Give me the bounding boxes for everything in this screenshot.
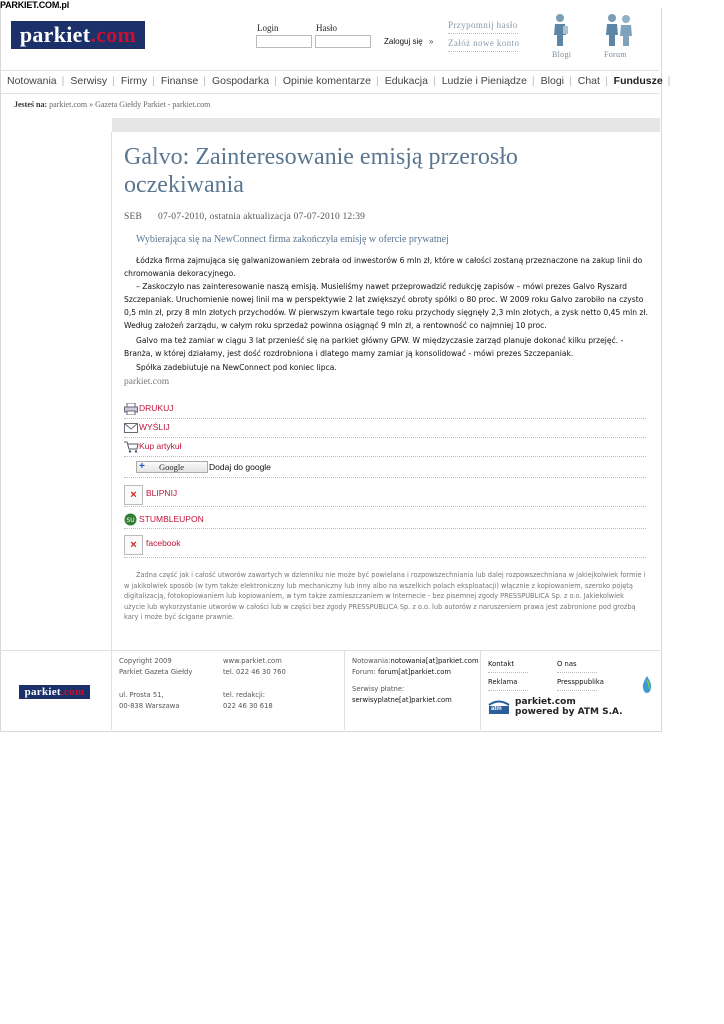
footer-link-kontakt[interactable]: Kontakt [488,660,515,668]
footer-serwisy-email[interactable]: serwisyplatne[at]parkiet.com [352,696,452,704]
footer-phone: tel. 022 46 30 760 [223,668,286,676]
footer-street: ul. Prosta 51, [119,691,164,699]
article-meta [124,212,365,222]
drop-icon [641,676,653,699]
divider [448,33,518,34]
site-domain-label: PARKIET.COM.pl [0,0,70,10]
cart-icon [124,441,139,453]
password-input[interactable] [315,35,371,48]
article-source: parkiet.com [124,377,170,387]
footer-divider [0,650,660,651]
nav-separator: | [569,75,572,87]
send-row [124,419,646,438]
nav-separator: | [152,75,155,87]
create-account-link[interactable]: Załóż nowe konto [448,38,520,48]
forum-people-icon [604,13,634,47]
article-paragraph: Galvo ma też zamiar w ciągu 3 lat przenieść się na parkiet główny GPW. W międzyczasie zarząd planuje dokonać kilku przejęć. - Branża, w której działamy, jest dość rozdrobniona i dlatego mamy zamiar ją konsolidować - mówi prezes Szczepaniak. [124,336,624,358]
broken-image-icon: × [124,535,143,555]
remind-password-link[interactable]: Przypomnij hasło [448,20,518,30]
buy-article-link[interactable]: Kup artykuł [139,441,182,451]
atm-logo-icon [488,697,510,715]
logo-name: parkiet [19,22,91,47]
footer-col-3 [352,656,479,706]
divider [557,690,597,691]
nav-separator: | [112,75,115,87]
stumble-row [124,510,646,529]
nav-item-blogi[interactable]: Blogi [540,75,565,87]
blog-person-icon [552,13,568,47]
printer-icon [124,403,138,415]
footer-logo-dotcom: .com [60,686,85,698]
forum-label[interactable]: Forum [604,50,627,59]
nav-item-edukacja[interactable]: Edukacja [384,75,428,87]
svg-text:SU: SU [126,517,135,524]
nav-item-chat[interactable]: Chat [577,75,600,87]
footer-logo[interactable] [19,685,90,699]
article-title: Galvo: Zainteresowanie emisją przerosło oczekiwania [124,144,518,198]
divider [344,650,345,730]
parkiet-logo[interactable] [11,21,145,49]
divider [111,650,112,730]
print-link[interactable]: DRUKUJ [139,403,174,413]
footer-logo-name: parkiet [24,686,61,698]
login-arrow-icon: » [428,37,434,46]
nav-separator: | [432,75,436,87]
blip-link[interactable]: BLIPNIJ [146,488,178,498]
login-input[interactable] [256,35,312,48]
footer-website[interactable]: www.parkiet.com [223,657,282,665]
add-to-google-button[interactable] [136,461,208,473]
divider [557,672,597,673]
atm-line-1: parkiet.com [515,697,576,707]
article-paragraph: Spółka zadebiutuje na NewConnect pod koniec lipca. [136,363,337,372]
divider [448,51,518,52]
footer-link-pressp[interactable]: Pressppublika [557,678,604,686]
nav-separator: | [203,75,206,87]
print-row [124,400,646,419]
login-label: Login [257,23,279,33]
nav-item-notowania[interactable]: Notowania [7,75,57,87]
atm-powered-by[interactable] [515,697,623,717]
envelope-icon [124,423,138,433]
breadcrumb-prefix: Jesteś na: [14,100,48,109]
nav-item-fundusze[interactable]: Fundusze [613,75,663,87]
atm-line-2: powered by ATM S.A. [515,707,623,717]
blogi-label[interactable]: Blogi [552,50,572,59]
plus-icon: + [139,461,145,472]
breadcrumb-home[interactable]: parkiet.com [49,100,88,109]
google-logo-text: Google [159,462,185,472]
breadcrumb-separator: » [89,100,94,109]
divider [111,132,112,650]
breadcrumb [14,100,210,109]
nav-separator: | [667,75,671,87]
article-paragraph: – Zaskoczyło nas zainteresowanie naszą emisją. Musieliśmy nawet przeprowadzić redukcję zapisów – mówi prezes Galvo Ryszard Szczepaniak. Uruchomienie nowej linii ma w perspektywie 2 lat zwiększyć obroty spółki o 80 proc. W 2009 roku Galvo zarobiło na czysto 0,5 mln zł, przy 8 mln złotych przychodów. W pierwszym kwartale tego roku przychody sięgnęły 2,3 mln złotych, a zysk netto 0,45 mln zł. Według założeń zarządu, w całym roku sprzedaż powinna osiągnąć 9 mln zł, a rentowność co najmniej 10 proc. [124,282,648,330]
nav-separator: | [604,75,608,87]
article-date: 07-07-2010, ostatnia aktualizacja 07-07-2010 12:39 [158,212,366,222]
broken-image-icon: × [124,485,143,505]
footer-city: 00-838 Warszawa [119,702,180,710]
nav-item-gospodarka[interactable]: Gospodarka [211,75,270,87]
nav-item-serwisy[interactable]: Serwisy [70,75,108,87]
facebook-link[interactable]: facebook [146,538,181,548]
nav-separator: | [61,75,65,87]
footer-notowania-email[interactable]: notowania[at]parkiet.com [390,657,479,665]
send-link[interactable]: WYŚLIJ [139,422,170,432]
footer-forum-email[interactable]: forum[at]parkiet.com [378,668,452,676]
facebook-row [124,533,646,558]
article-lead: Wybierająca się na NewConnect firma zakończyła emisję w ofercie prywatnej [136,234,449,245]
footer-col-2 [223,656,286,712]
footer-company: Parkiet Gazeta Giełdy [119,668,193,676]
breadcrumb-current[interactable]: Gazeta Giełdy Parkiet - parkiet.com [95,100,211,109]
blip-row [124,482,646,507]
nav-list [7,75,676,87]
copyright-note: Żadna część jak i całość utworów zawartych w dzienniku nie może być powielana i rozpowszechniania lub dalej rozpowszechniana w jakiejkolwiek formie i w jakikolwiek sposób (w tym także elektroniczny lub mechaniczny lub inny albo na wszelkich polach eksploatacji) włącznie z kopiowaniem, szeroko pojętą digitalizacją, fotokopiowaniem lub kopiowaniem, w tym także zamieszczaniem w Internecie - bez pisemnej zgody PRESSPUBLICA Sp. z o.o. Jakiekolwiek użycie lub wykorzystanie utworów w całości lub w części bez zgody PRESSPUBLICA Sp. z o.o. lub autorów z naruszeniem prawa jest zabronione pod groźbą kary i może być ścigane prawnie. [124,571,646,621]
atm-brand: atm [491,706,502,712]
logo-dotcom: .com [90,22,137,47]
footer-notowania-label: Notowania: [352,657,391,665]
footer-forum-label: Forum: [352,668,376,676]
footer-serwisy-label: Serwisy płatne: [352,685,405,693]
stumbleupon-link[interactable]: STUMBLEUPON [139,514,204,524]
divider [488,690,528,691]
footer-copyright: Copyright 2009 [119,657,172,665]
stumbleupon-icon [124,513,137,526]
nav-separator: | [376,75,379,87]
nav-item-ludzie-i-pieniądze[interactable]: Ludzie i Pieniądze [441,75,527,87]
footer-editorial-phone: 022 46 30 618 [223,702,273,710]
content-header-bar [112,118,660,132]
forum-link[interactable] [604,13,634,52]
add-to-google-caption: Dodaj do google [209,462,271,472]
nav-separator: | [274,75,277,87]
article-paragraph: Łódzka firma zajmująca się galwanizowaniem zebrała od inwestorów 6 mln zł, które w całości zostaną przeznaczone na zakup linii do chromowania dekoracyjnego. [124,256,643,278]
footer-col-1 [119,656,192,712]
blogi-link[interactable] [552,13,568,52]
buy-row [124,438,646,457]
footer-editorial-label: tel. redakcji: [223,691,266,699]
main-nav [1,70,671,94]
nav-separator: | [531,75,535,87]
divider [488,672,528,673]
nav-item-finanse[interactable]: Finanse [160,75,199,87]
footer-link-reklama[interactable]: Reklama [488,678,518,686]
login-button[interactable] [384,37,433,46]
login-button-label: Zaloguj się [384,37,423,46]
nav-item-opinie-komentarze[interactable]: Opinie komentarze [282,75,372,87]
footer-link-onas[interactable]: O nas [557,660,577,668]
article-author: SEB [124,212,143,222]
password-label: Hasło [316,23,337,33]
nav-item-firmy[interactable]: Firmy [120,75,148,87]
divider [480,650,481,730]
